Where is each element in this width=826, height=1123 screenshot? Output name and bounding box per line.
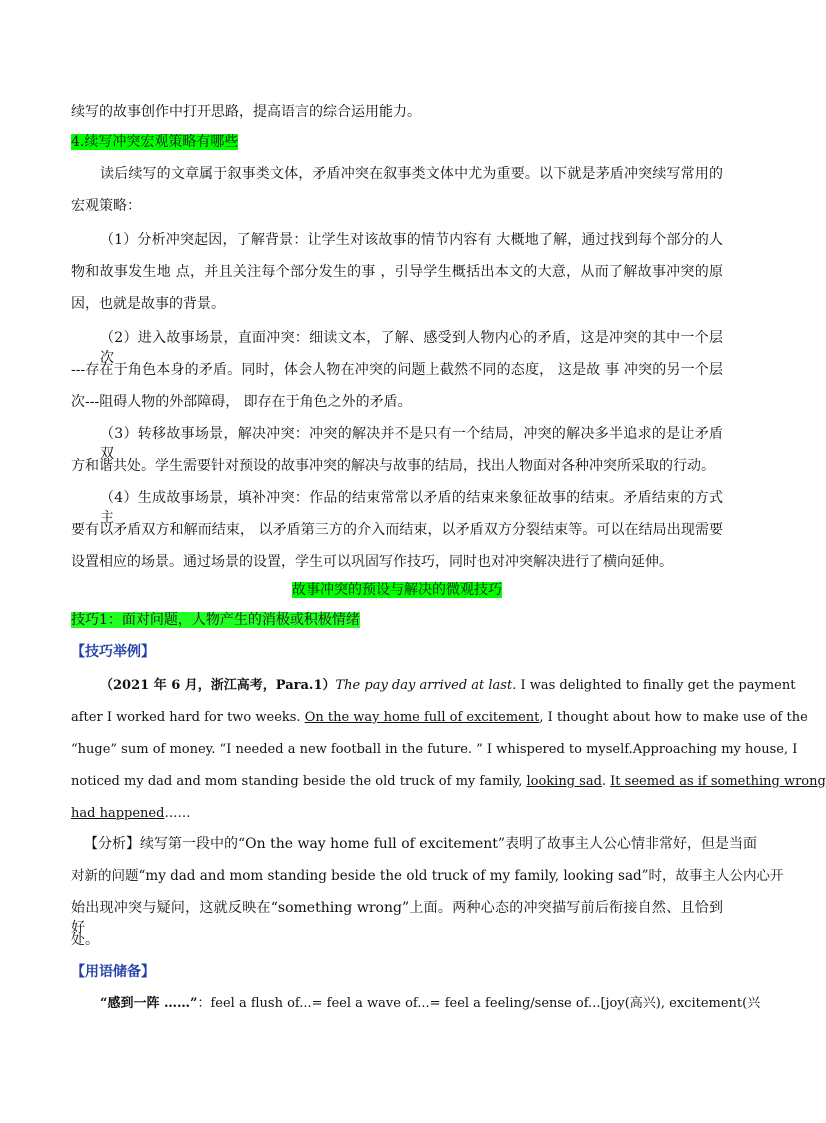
underlined-phrase: On the way home full of excitement [304,710,540,725]
example-italic: The pay day arrived at last. [335,678,517,693]
example-line-1 [100,676,796,696]
center-heading-text: 故事冲突的预设与解决的微观技巧 [292,582,502,598]
strategy-3-line-1: （3）转移故事场景，解决冲突：冲突的解决并不是只有一个结局，冲突的解决多半追求的是让矛盾双 [100,426,723,462]
strategy-3-line-2: 方和谐共处。学生需要针对预设的故事冲突的解决与故事的结局，找出人物面对各种冲突所采取的行动。 [71,458,715,474]
underlined-phrase: had happened [71,806,165,821]
example-line-3: “huge” sum of money. “I needed a new football in the future. ” I whispered to myself.Approaching my house, I [71,742,798,757]
example-title: 【技巧举例】 [71,644,155,660]
example-text: noticed my dad and mom standing beside the old truck of my family, [71,774,527,789]
vocab-title: 【用语储备】 [71,964,155,980]
example-text: after I worked hard for two weeks. [71,710,305,725]
example-line-1-rest: I was delighted to finally get the payment [516,678,796,693]
underlined-phrase: looking sad [526,774,602,789]
underlined-phrase: It seemed as if something wrong [610,774,826,789]
tip-1-text: 技巧1：面对问题，人物产生的消极或积极情绪 [71,612,360,628]
analysis-line-1 [84,834,758,854]
example-line-4 [71,772,826,792]
strategy-1-line-1: （1）分析冲突起因，了解背景：让学生对该故事的情节内容有 大概地了解，通过找到每个部分的人 [100,232,723,248]
example-line-2 [71,708,808,728]
analysis-line-4: 处。 [71,932,99,948]
example-source: （2021 年 6 月，浙江高考，Para.1） [100,678,336,693]
intro-line-1: 读后续写的文章属于叙事类文体，矛盾冲突在叙事类文体中尤为重要。以下就是茅盾冲突续写常用的 [100,166,723,182]
section-heading-4 [71,132,723,152]
strategy-4-line-2: 要有以矛盾双方和解而结束， 以矛盾第三方的介入而结束，以矛盾双方分裂结束等。可以在结局出现需要 [71,522,723,538]
example-text: . [601,774,611,789]
paragraph-continuation: 续写的故事创作中打开思路，提高语言的综合运用能力。 [71,104,421,120]
example-text: …… [164,806,191,821]
vocab-line-1 [100,994,761,1014]
section-heading-text: 4.续写冲突宏观策略有哪些 [71,134,239,150]
intro-line-2: 宏观策略： [71,198,141,214]
strategy-4-line-3: 设置相应的场景。通过场景的设置，学生可以巩固写作技巧，同时也对冲突解决进行了横向延伸。 [71,554,673,570]
example-text: , I thought about how to make use of the [539,710,808,725]
tip-1-heading [71,610,723,630]
strategy-2-line-1: （2）进入故事场景，直面冲突：细读文本，了解、感受到人物内心的矛盾，这是冲突的其中一个层次 [100,330,723,366]
strategy-1-line-2: 物和故事发生地 点，并且关注每个部分发生的事 ，引导学生概括出本文的大意，从而了解故事冲突的原 [71,264,723,280]
strategy-1-line-3: 因，也就是故事的背景。 [71,296,225,312]
center-heading [0,580,794,600]
analysis-label: 【分析】 [84,836,140,852]
example-line-5 [71,804,723,824]
analysis-line-2: 对新的问题“my dad and mom standing beside the old truck of my family, looking sad”时，故事主人公内心开 [71,868,784,884]
strategy-4-line-1: （4）生成故事场景，填补冲突：作品的结束常常以矛盾的结束来象征故事的结束。矛盾结束的方式主 [100,490,723,526]
strategy-2-line-3: 次---阻碍人物的外部障碍， 即存在于角色之外的矛盾。 [71,394,412,410]
strategy-2-line-2: ---存在于角色本身的矛盾。同时，体会人物在冲突的问题上截然不同的态度， 这是故 事 冲突的另一个层 [71,362,723,378]
vocab-definition: ：feel a flush of...= feel a wave of...= feel a feeling/sense of...[joy(高兴), excitement(兴 [197,996,761,1011]
analysis-text: 续写第一段中的“On the way home full of excitement”表明了故事主人公心情非常好，但是当面 [140,836,758,852]
analysis-line-3: 始出现冲突与疑问，这就反映在“something wrong”上面。两种心态的冲突描写前后衔接自然、且恰到好 [71,900,723,936]
vocab-term: “感到一阵 ……” [100,996,198,1011]
